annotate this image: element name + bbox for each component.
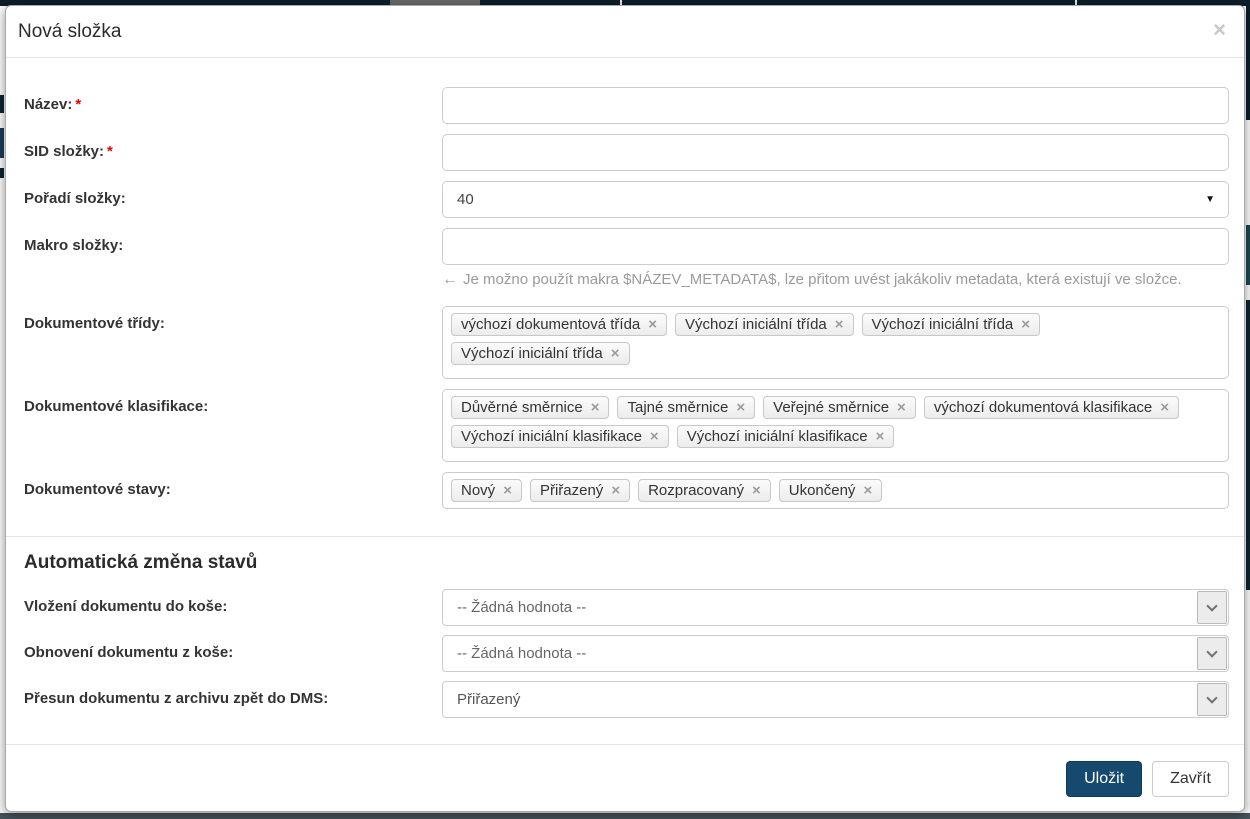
background-page-fragment (0, 128, 4, 158)
klasifikace-multiselect[interactable] (442, 389, 1229, 462)
kos-vlozeni-label: Vložení dokumentu do koše: (24, 598, 228, 615)
background-page-fragment (0, 168, 4, 178)
nazev-label: Název: (24, 96, 73, 113)
tag-remove-icon[interactable]: × (590, 399, 600, 416)
section-divider (6, 536, 1244, 537)
background-page-fragment (1246, 225, 1250, 285)
archiv-presun-label: Přesun dokumentu z archivu zpět do DMS: (24, 690, 329, 707)
background-bottom-bar (0, 813, 1250, 819)
tag (451, 425, 669, 448)
tag (617, 396, 755, 419)
dropdown-arrow-icon: ▼ (1205, 194, 1215, 205)
field-row-poradi (18, 181, 1229, 218)
tag-remove-icon[interactable]: × (1160, 399, 1170, 416)
tag-label: výchozí dokumentová klasifikace (933, 399, 1153, 416)
tag (451, 479, 522, 502)
tag-remove-icon[interactable]: × (736, 399, 746, 416)
close-button[interactable]: Zavřít (1152, 761, 1229, 797)
chevron-down-icon (1206, 692, 1217, 703)
tag (677, 425, 895, 448)
tag-remove-icon[interactable]: × (649, 428, 659, 445)
makro-label: Makro složky: (24, 237, 124, 254)
tag-remove-icon[interactable]: × (863, 482, 873, 499)
tag-remove-icon[interactable]: × (610, 345, 620, 362)
poradi-select-value: 40 (457, 191, 474, 208)
kos-vlozeni-select[interactable] (442, 589, 1229, 626)
tag-label: Výchozí iniciální třída (871, 316, 1014, 333)
tag-remove-icon[interactable]: × (834, 316, 844, 333)
tag (638, 479, 771, 502)
poradi-label: Pořadí složky: (24, 190, 126, 207)
field-row-tridy (18, 306, 1229, 379)
tridy-multiselect[interactable] (442, 306, 1229, 379)
tag (451, 342, 630, 365)
makro-hint-text: Je možno použít makra $NÁZEV_METADATA$, lze přitom uvést jakákoliv metadata, která existují ve složce. (463, 271, 1182, 288)
field-row-stavy (18, 472, 1229, 509)
tag-remove-icon[interactable]: × (648, 316, 658, 333)
makro-hint-row (18, 271, 1229, 289)
nazev-input[interactable] (442, 87, 1229, 124)
tag (924, 396, 1179, 419)
new-folder-modal (5, 5, 1245, 812)
tag-label: Nový (461, 482, 496, 499)
tag-label: Výchozí iniciální klasifikace (461, 428, 642, 445)
field-row-nazev (18, 87, 1229, 124)
tag (451, 313, 667, 336)
modal-title: Nová složka (18, 21, 122, 42)
sid-input[interactable] (442, 134, 1229, 171)
field-row-kos-vlozeni (18, 589, 1229, 626)
tag (530, 479, 630, 502)
modal-footer (6, 744, 1244, 811)
select-dropdown-button[interactable] (1197, 591, 1227, 624)
kos-obnoveni-label: Obnovení dokumentu z koše: (24, 644, 234, 661)
tag-label: Rozpracovaný (648, 482, 744, 499)
makro-input[interactable] (442, 228, 1229, 265)
select-dropdown-button[interactable] (1197, 683, 1227, 716)
stavy-multiselect[interactable] (442, 472, 1229, 509)
save-button[interactable]: Uložit (1066, 761, 1142, 797)
tag-label: výchozí dokumentová třída (461, 316, 641, 333)
tag-label: Ukončený (788, 482, 856, 499)
klasifikace-label: Dokumentové klasifikace: (24, 398, 209, 415)
tag (675, 313, 854, 336)
tag-remove-icon[interactable]: × (503, 482, 512, 499)
tag-label: Výchozí iniciální třída (685, 316, 827, 333)
chevron-down-icon (1206, 646, 1217, 657)
tag (763, 396, 916, 419)
tridy-label: Dokumentové třídy: (24, 315, 165, 332)
background-page-fragment (0, 95, 4, 113)
tag-remove-icon[interactable]: × (611, 482, 621, 499)
background-page-fragment (1246, 300, 1250, 590)
tag-label: Výchozí iniciální klasifikace (686, 428, 868, 445)
kos-obnoveni-select-value: -- Žádná hodnota -- (457, 645, 587, 662)
required-asterisk: * (107, 143, 113, 160)
tag-label: Přiřazený (539, 482, 604, 499)
chevron-down-icon (1206, 600, 1217, 611)
field-row-sid (18, 134, 1229, 171)
tag (451, 396, 609, 419)
tag-label: Veřejné směrnice (773, 399, 890, 416)
field-row-makro (18, 228, 1229, 265)
field-row-kos-obnoveni (18, 635, 1229, 672)
poradi-select[interactable] (442, 181, 1229, 218)
field-row-klasifikace (18, 389, 1229, 462)
section-title: Automatická změna stavů (24, 552, 258, 573)
background-page-fragment (1246, 0, 1250, 120)
archiv-presun-select-value: Přiřazený (457, 691, 521, 708)
tag-remove-icon[interactable]: × (875, 428, 885, 445)
tag (862, 313, 1041, 336)
tag (779, 479, 882, 502)
close-icon[interactable]: × (1213, 17, 1226, 42)
tag-remove-icon[interactable]: × (897, 399, 906, 416)
kos-vlozeni-select-value: -- Žádná hodnota -- (457, 599, 587, 616)
tag-remove-icon[interactable]: × (1021, 316, 1031, 333)
stavy-label: Dokumentové stavy: (24, 481, 171, 498)
tag-remove-icon[interactable]: × (751, 482, 761, 499)
tag-label: Výchozí iniciální třída (461, 345, 603, 362)
tag-label: Důvěrné směrnice (461, 399, 583, 416)
modal-body (6, 58, 1244, 744)
left-arrow-icon: ← (442, 271, 458, 288)
required-asterisk: * (75, 96, 82, 113)
modal-header (6, 6, 1244, 58)
field-row-archiv-presun (18, 681, 1229, 718)
select-dropdown-button[interactable] (1197, 637, 1227, 670)
archiv-presun-select[interactable] (442, 681, 1229, 718)
tag-label: Tajné směrnice (627, 399, 729, 416)
sid-label: SID složky: (24, 143, 105, 160)
kos-obnoveni-select[interactable] (442, 635, 1229, 672)
